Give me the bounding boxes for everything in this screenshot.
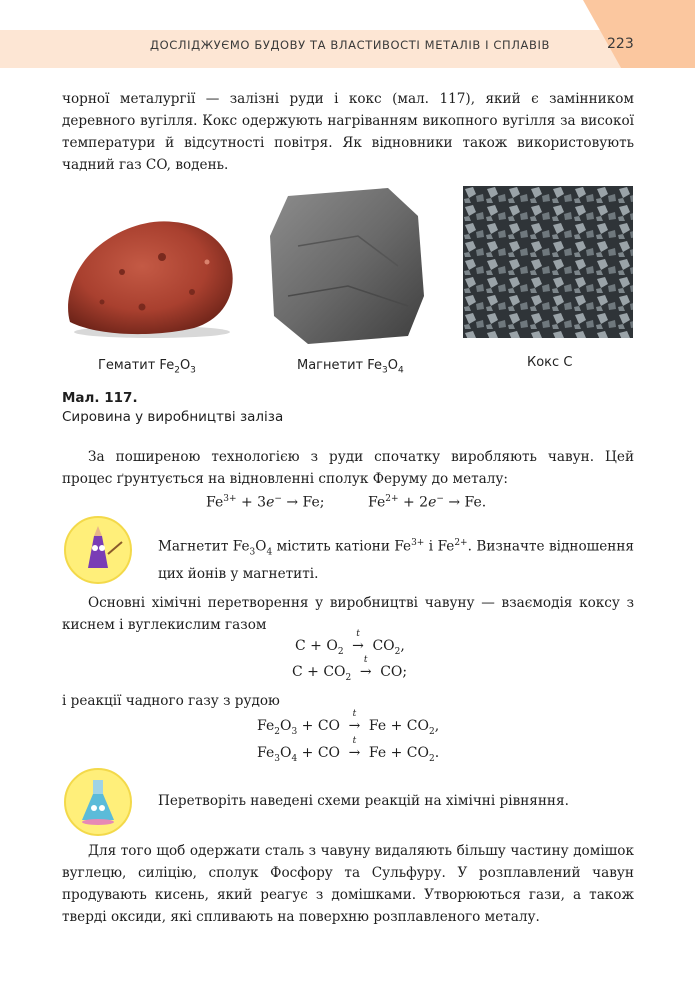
coke-image — [463, 186, 633, 338]
caption-coke: Кокс C — [527, 355, 573, 370]
equation-fe3-reduction: $Fe^{3+} + 3e^- \to Fe$; — [206, 494, 325, 511]
task-magnetite: Магнетит $Fe_3O_4$ містить катіони $Fe^{3+}$ і $Fe^{2+}$. Визначте відношення цих йонів у магнетиті. — [158, 538, 635, 583]
page-number: 223 — [607, 36, 634, 52]
co-reactions-text: і реакції чадного газу з рудою — [62, 693, 280, 709]
equation-fe2o3-co: $Fe_2O_3$ + CO t → $Fe + CO_2$, — [257, 709, 440, 737]
flask-mascot-icon — [64, 768, 132, 836]
steel-paragraph — [62, 840, 634, 928]
caption-hematite: Гематит $Fe_2O_3$ — [98, 358, 196, 376]
equation-fe3o4-co: $Fe_3O_4$ + CO t → $Fe + CO_2$. — [257, 736, 440, 764]
hematite-image — [62, 212, 237, 340]
magnetite-image — [268, 186, 425, 346]
technology-text: За поширеною технологією з руди спочатку виробляють чавун. Цей процес ґрунтується на відновленні сполук Феруму до металу: — [62, 449, 634, 487]
equation-fe2-reduction: $Fe^{2+} + 2e^- \to Fe$. — [368, 494, 487, 511]
equation-c-co2: $C + CO_2$ t → CO; — [292, 655, 408, 683]
pencil-mascot-icon — [64, 516, 132, 584]
intro-text: чорної металургії — залізні руди і кокс (мал. 117), який є замінником деревного вугілля. Кокс одержують нагріванням викопного вугілля за високої температури й відсутності повітря. Як відновники також використовують чадний газ CO, водень. — [62, 91, 634, 173]
intro-paragraph — [62, 88, 634, 176]
figure-description: Сировина у виробництві заліза — [62, 409, 284, 425]
steel-text: Для того щоб одержати сталь з чавуну видаляють більшу частину домішок вуглецю, силіцію, сполук Фосфору та Сульфуру. У розплавлений чавун продувають кисень, який реагує з домішками. Утворюються гази, а також тверді оксиди, які спливають на поверхню розплавленого металу. — [62, 843, 634, 925]
main-text: Основні хімічні перетворення у виробництві чавуну — взаємодія коксу з киснем і вуглекислим газом — [62, 595, 634, 633]
page-header — [0, 0, 695, 68]
caption-magnetite: Магнетит $Fe_3O_4$ — [297, 358, 404, 376]
header-title: ДОСЛІДЖУЄМО БУДОВУ ТА ВЛАСТИВОСТІ МЕТАЛІВ І СПЛАВІВ — [150, 38, 550, 52]
figure-number: Мал. 117. — [62, 390, 138, 406]
technology-paragraph — [62, 446, 634, 490]
equation-c-o2: $C + O_2$ t → $CO_2$, — [295, 629, 405, 657]
task-equations-text: Перетворіть наведені схеми реакцій на хімічні рівняння. — [158, 793, 569, 809]
task-equations — [158, 790, 634, 812]
